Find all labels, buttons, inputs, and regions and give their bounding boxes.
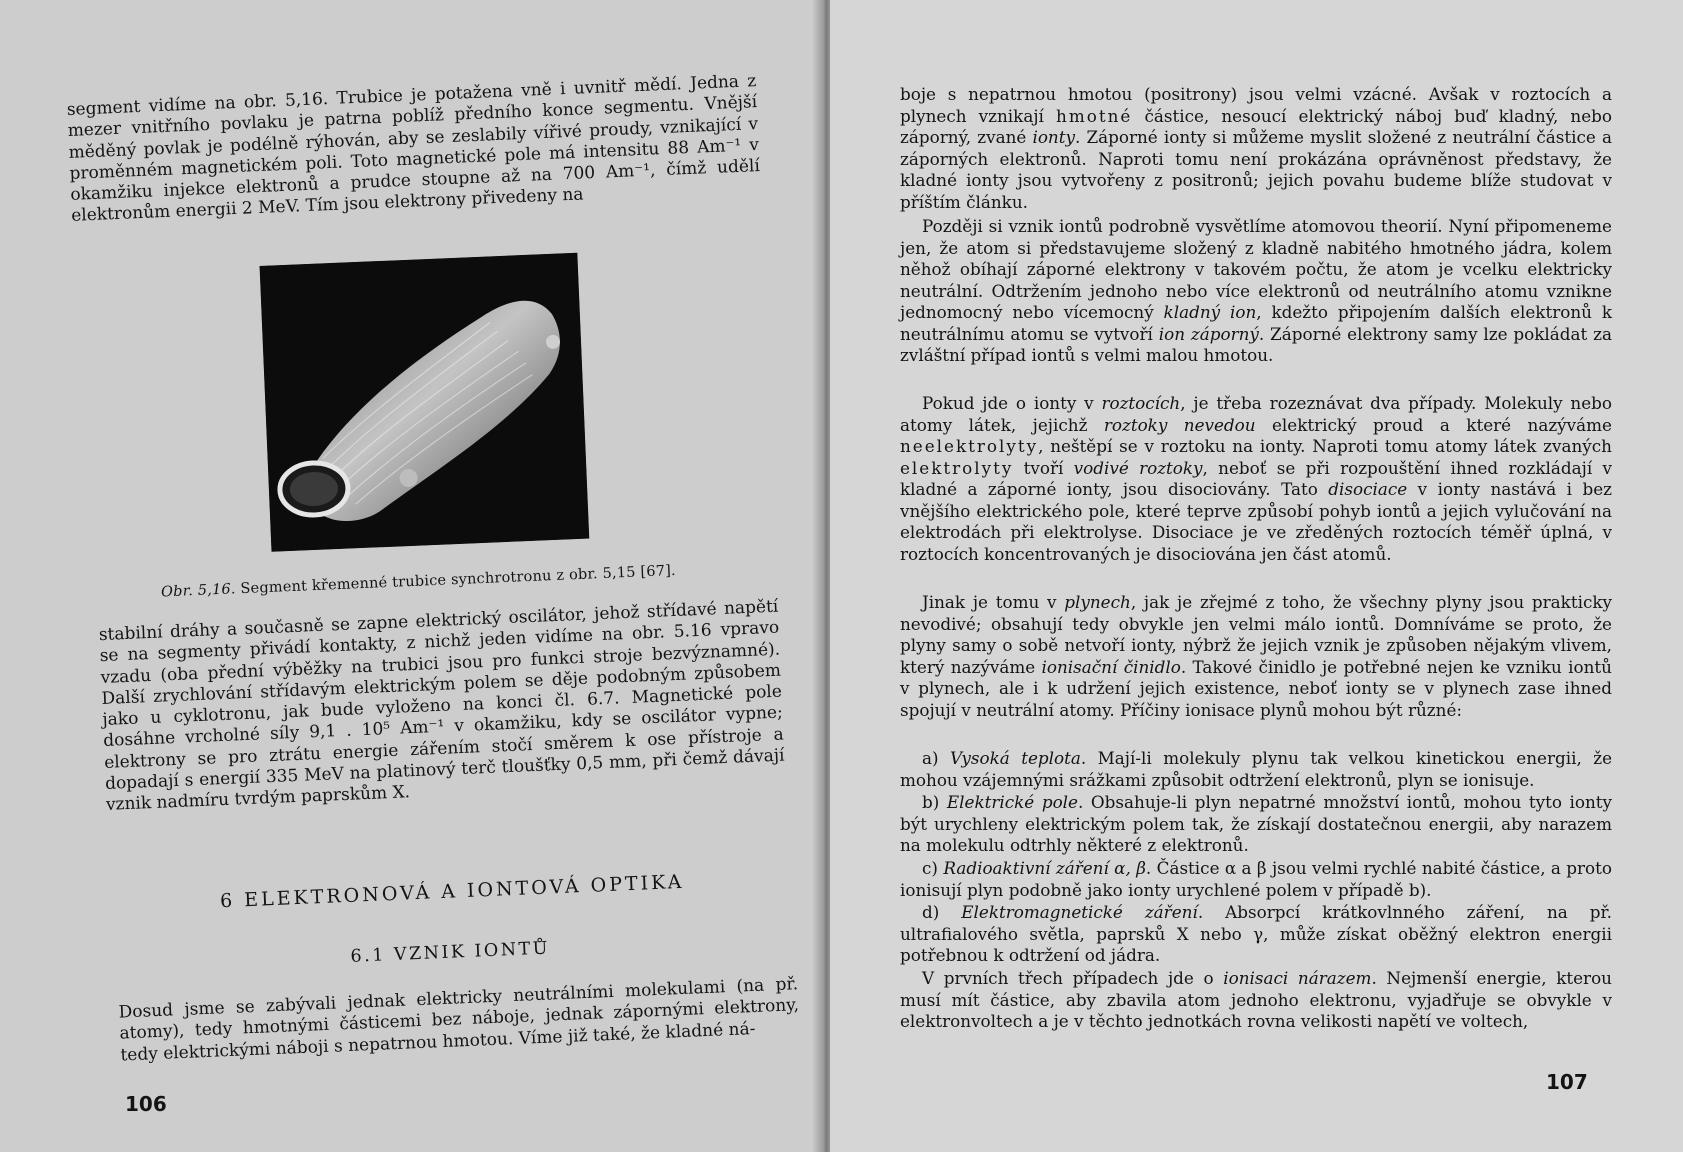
figure-caption — [161, 558, 781, 600]
section-heading: 6.1 VZNIK IONTŮ — [350, 938, 551, 967]
list-item-a: a) Vysoká teplota. Mají-li molekuly plynu tak velkou kinetickou energii, že mohou vzájemnými srážkami způsobit odtržení elektronů, plyn se ionisuje. — [900, 748, 1613, 790]
left-page-content — [0, 0, 826, 1152]
left-paragraph-1: segment vidíme na obr. 5,16. Trubice je potažena vně i uvnitř mědí. Jedna z mezer vnitřního povlaku je patrna poblíž předního konce segmentu. Vnější měděný povlak je podélně rýhován, aby se zeslabily vířivé proudy, vznikající v proměnném magnetickém poli. Toto magnetické pole má intensitu 88 Am⁻¹ v okamžiku injekce elektronů a prudce stoupne až na 700 Am⁻¹, čímž udělí elektronům energii 2 MeV. Tím jsou elektrony přivedeny na — [66, 71, 761, 227]
right-page-number: 107 — [1546, 1070, 1588, 1094]
left-paragraph-2: stabilní dráhy a současně se zapne elektrický oscilátor, jehož střídavé napětí se na segmenty přivádí kontakty, z nichž jeden vidíme na obr. 5.16 vpravo vzadu (oba přední výběžky na trubici jsou pro funkci stroje bezvýznamné). Další zrychlování střídavým elektrickým polem se děje podobným způsobem jako u cyklotronu, jak bude vyloženo na konci čl. 6.7. Magnetické pole dosáhne vrcholné síly 9,1 . 10⁵ Am⁻¹ v okamžiku, kdy se oscilátor vypne; elektrony se pro ztrátu energie zářením stočí směrem k ose přístroje a dopadají s energií 335 MeV na platinový terč tloušťky 0,5 mm, při čemž dávají vznik nadmíru tvrdým paprskům X. — [98, 596, 785, 816]
right-paragraph-4: Jinak je tomu v plynech, jak je zřejmé z toho, že všechny plyny jsou prakticky nevodivé; obsahují tedy obvykle jen velmi málo iontů. Domníváme se proto, že plyny samy o sobě netvoří ionty, nýbrž že jejich vznik je způsoben nějakým vlivem, který nazýváme ionisační činidlo. Takové činidlo je potřebné nejen ke vzniku iontů v plynech, ale i k udržení jejich existence, neboť ionty se v plynech zase ihned spojují v neutrální atomy. Příčiny ionisace plynů mohou být různé: — [900, 592, 1612, 720]
list-item-b: b) Elektrické pole. Obsahuje-li plyn nepatrné množství iontů, mohou tyto ionty být urychleny elektrickým polem tak, že získají dostatečnou energii, aby narazem na molekulu odtrhly některé z elektronů. — [900, 792, 1613, 855]
right-page — [830, 0, 1683, 1152]
chapter-heading: 6 ELEKTRONOVÁ A IONTOVÁ OPTIKA — [219, 870, 685, 913]
synchrotron-tube-photo — [260, 253, 590, 552]
right-paragraph-1: boje s nepatrnou hmotou (positrony) jsou velmi vzácné. Avšak v roztocích a plynech vznikají hmotné částice, nesoucí elektrický náboj buď kladný, nebo záporný, zvané ionty. Záporné ionty si můžeme myslit složené z neutrální částice a záporných elektronů. Naproti tomu není prokázána oprávněnost představy, že kladné ionty jsou vytvořeny z positronů; jejich povahu budeme blíže studovat v příštím článku. — [900, 84, 1612, 212]
left-page-number: 106 — [125, 1092, 167, 1116]
list-item-d: d) Elektromagnetické záření. Absorpcí krátkovlnného záření, na př. ultrafialového světla, paprsků X nebo γ, může získat oběžný elektron energii potřebnou k odtržení od jádra. — [900, 902, 1612, 965]
figure-caption-text: Segment křemenné trubice synchrotronu z obr. 5,15 [67]. — [240, 562, 677, 598]
right-paragraph-3: Pokud jde o ionty v roztocích, je třeba rozeznávat dva případy. Molekuly nebo atomy látek, jejichž roztoky nevedou elektrický proud a které nazýváme neelektrolyty, neštěpí se v roztoku na ionty. Naproti tomu atomy látek zvaných elektrolyty tvoří vodivé roztoky, neboť se při rozpouštění ihned rozkládají v kladné a záporné ionty, jsou disociovány. Tato disociace v ionty nastává i bez vnějšího elektrického pole, které teprve způsobí pohyb iontů a jejich vylučování na elektrodách při elektrolyse. Disociace je ve zředěných roztocích téměř úplná, v roztocích koncentrovaných je disociována jen část atomů. — [900, 393, 1613, 564]
left-paragraph-3: Dosud jsme se zabývali jednak elektricky neutrálními molekulami (na př. atomy), tedy hmotnými částicemi bez náboje, jednak zápornými elektrony, tedy elektrickými náboji s nepatrnou hmotou. Víme již také, že kladné ná- — [118, 974, 800, 1066]
list-item-c: c) Radioaktivní záření α, β. Částice α a β jsou velmi rychlé nabité částice, a proto ionisují plyn podobně jako ionty urychlené polem v případě b). — [900, 858, 1613, 900]
right-paragraph-5: V prvních třech případech jde o ionisaci nárazem. Nejmenší energie, kterou musí mít částice, aby zbavila atom jednoho elektronu, vyjadřuje se obvykle v elektronvoltech a je v těchto jednotkách rovna velikosti napětí ve voltech, — [900, 968, 1612, 1031]
figure-caption-label: Obr. 5,16. — [160, 581, 237, 601]
quartz-tube-image — [260, 253, 590, 552]
left-page — [0, 0, 826, 1152]
right-paragraph-2: Později si vznik iontů podrobně vysvětlíme atomovou theorií. Nyní připomeneme jen, že atom si představujeme složený z kladně nabitého hmotného jádra, kolem něhož obíhají záporné elektrony v takovém počtu, že atom je vcelku elektricky neutrální. Odtržením jednoho nebo více elektronů od neutrálního atomu vznikne jednomocný nebo vícemocný kladný ion, kdežto připojením dalších elektronů k neutrálnímu atomu se vytvoří ion záporný. Záporné elektrony samy lze pokládat za zvláštní případ iontů s velmi malou hmotou. — [900, 216, 1612, 365]
